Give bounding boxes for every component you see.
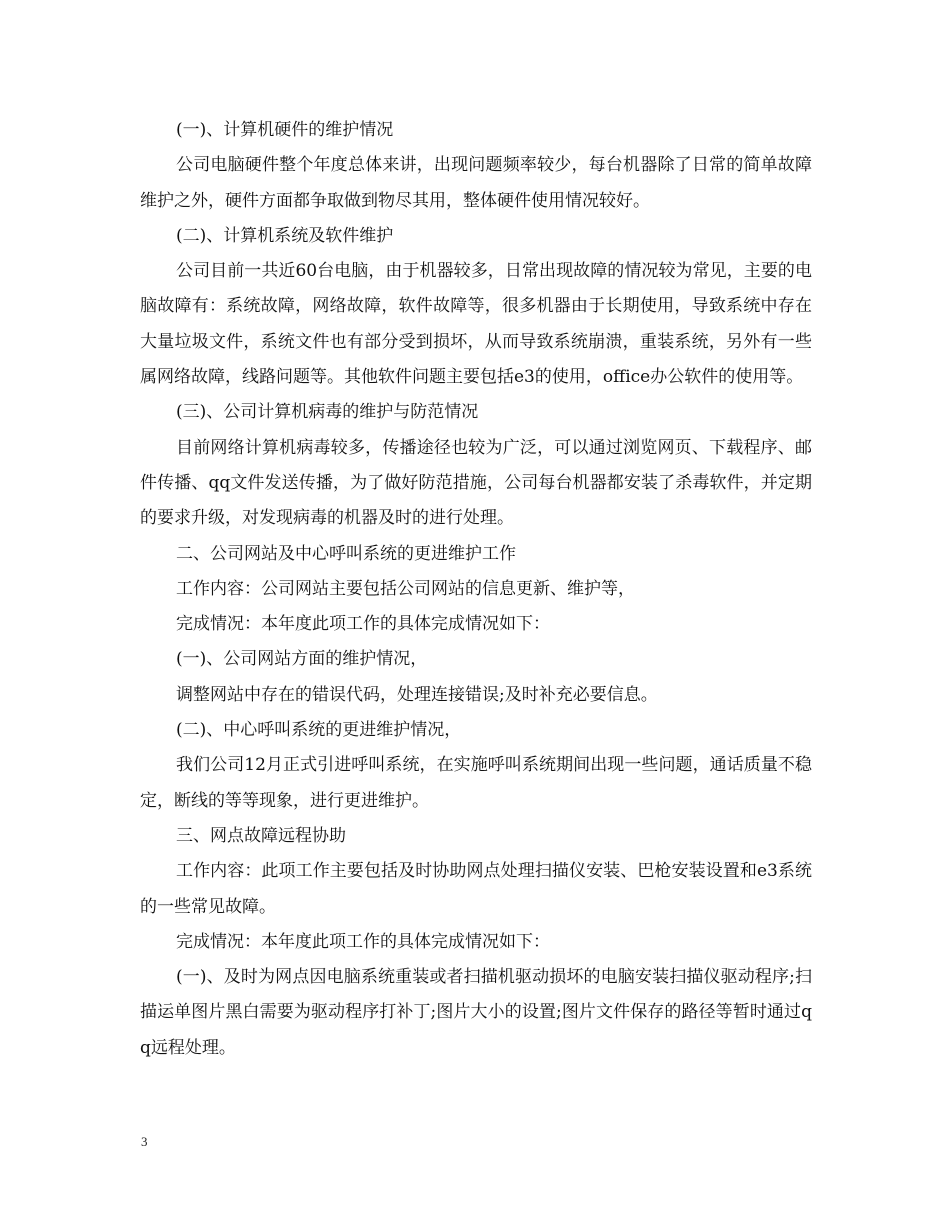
subheading-website-maintenance: (一)、公司网站方面的维护情况， bbox=[176, 649, 428, 670]
document-body bbox=[140, 113, 812, 1066]
paragraph-remote-work-content: 工作内容：此项工作主要包括及时协助网点处理扫描仪安装、巴枪安装设置和e3系统的一些常见故障。 bbox=[140, 861, 812, 917]
paragraph-software: 公司目前一共近60台电脑，由于机器较多，日常出现故障的情况较为常见，主要的电脑故障有：系统故障，网络故障，软件故障等，很多机器由于长期使用，导致系统中存在大量垃圾文件，系统文件也有部分受到损坏，从而导致系统崩溃，重装系统，另外有一些属网络故障，线路问题等。其他软件问题主要包括e3的使用，office办公软件的使用等。 bbox=[140, 261, 812, 388]
page-number: 3 bbox=[141, 1134, 148, 1149]
paragraph-virus: 目前网络计算机病毒较多，传播途径也较为广泛，可以通过浏览网页、下载程序、邮件传播、qq文件发送传播，为了做好防范措施，公司每台机器都安装了杀毒软件，并定期的要求升级，对发现病毒的机器及时的进行处理。 bbox=[140, 437, 812, 529]
paragraph-hardware: 公司电脑硬件整个年度总体来讲，出现问题频率较少，每台机器除了日常的简单故障维护之外，硬件方面都争取做到物尽其用，整体硬件使用情况较好。 bbox=[140, 155, 812, 211]
section-heading-remote-assist: 三、网点故障远程协助 bbox=[176, 825, 346, 846]
section-heading-software: (二)、计算机系统及软件维护 bbox=[176, 225, 394, 246]
paragraph-website-work-content: 工作内容：公司网站主要包括公司网站的信息更新、维护等， bbox=[176, 578, 635, 599]
subheading-callcenter-maintenance: (二)、中心呼叫系统的更进维护情况， bbox=[176, 720, 462, 741]
paragraph-remote-driver-support: (一)、及时为网点因电脑系统重装或者扫描机驱动损坏的电脑安装扫描仪驱动程序;扫描运单图片黑白需要为驱动程序打补丁;图片大小的设置;图片文件保存的路径等暂时通过qq远程处理。 bbox=[140, 967, 812, 1058]
section-heading-hardware: (一)、计算机硬件的维护情况 bbox=[176, 120, 394, 140]
section-heading-website-callcenter: 二、公司网站及中心呼叫系统的更进维护工作 bbox=[176, 543, 516, 564]
paragraph-callcenter-maintenance: 我们公司12月正式引进呼叫系统，在实施呼叫系统期间出现一些问题，通话质量不稳定，断线的等等现象，进行更进维护。 bbox=[140, 755, 812, 811]
paragraph-website-maintenance: 调整网站中存在的错误代码，处理连接错误;及时补充必要信息。 bbox=[176, 684, 658, 705]
paragraph-website-completion: 完成情况：本年度此项工作的具体完成情况如下： bbox=[176, 614, 550, 635]
section-heading-virus: (三)、公司计算机病毒的维护与防范情况 bbox=[176, 402, 479, 423]
paragraph-remote-completion: 完成情况：本年度此项工作的具体完成情况如下： bbox=[176, 931, 550, 952]
